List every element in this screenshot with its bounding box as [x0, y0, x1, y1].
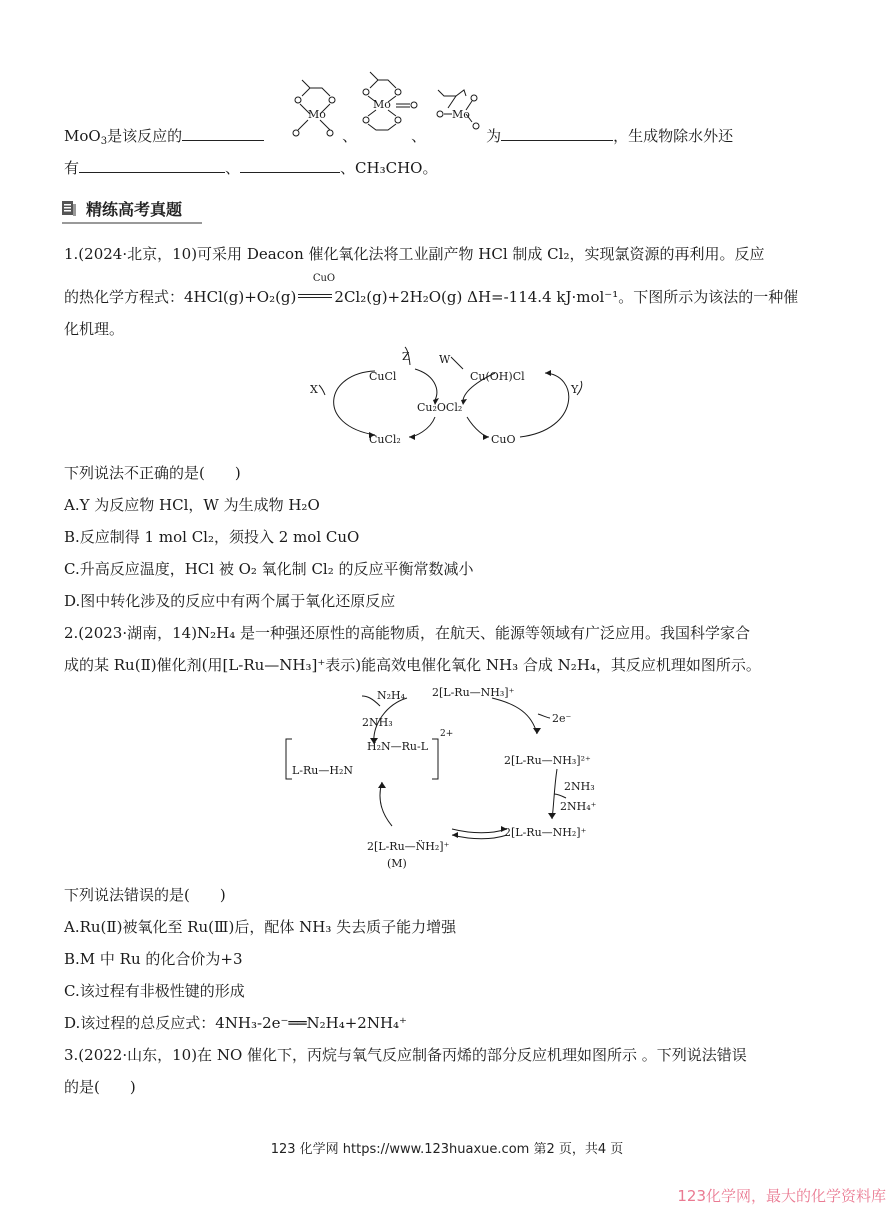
- diagram-cu2ocl2: Cu₂OCl₂: [417, 401, 463, 414]
- diagram-n2h4: N₂H₄: [377, 689, 406, 702]
- answer-blank-role[interactable]: [182, 126, 264, 141]
- wei-text: 为: [486, 127, 502, 145]
- q2-mechanism-diagram: [282, 684, 622, 870]
- diagram-y: Y: [571, 383, 579, 396]
- q2-option-a[interactable]: A.Ru(Ⅱ)被氧化至 Ru(Ⅲ)后，配体 NH₃ 失去质子能力增强: [64, 918, 457, 936]
- moo3-formula: MoO$_3$: [64, 127, 108, 147]
- section-title: 精练高考真题: [86, 200, 183, 219]
- q1-line-1: 1.(2024·北京，10)可采用 Deacon 催化氧化法将工业副产物 HCl 制成 Cl₂，实现氯资源的再利用。反应: [64, 245, 765, 263]
- q2-line-2: 成的某 Ru(Ⅱ)催化剂(用[L-Ru—NH₃]⁺表示)能高效电催化氧化 NH₃ 合成 N₂H₄，其反应机理如图所示。: [64, 656, 761, 674]
- q1-stem: 下列说法不正确的是( ): [64, 464, 241, 482]
- diagram-cuo: CuO: [491, 433, 516, 446]
- ch3cho-text: 、CH₃CHO。: [340, 159, 438, 177]
- diagram-nh4-out: 2NH₄⁺: [560, 800, 597, 813]
- svg-text:Mo: Mo: [308, 108, 326, 121]
- diagram-w: W: [439, 353, 451, 366]
- q1-line-2: [64, 286, 798, 308]
- svg-text:Mo: Mo: [452, 108, 470, 121]
- diagram-dimer-charge: 2+: [440, 729, 454, 739]
- q1-equation-right: 2Cl₂(g)+2H₂O(g) ΔH=-114.4 kJ·mol⁻¹。下图所示为该法的一种催: [334, 288, 799, 306]
- products-text: ，生成物除水外还: [613, 127, 734, 145]
- catalyst-arrow: [298, 294, 332, 298]
- diagram-right-upper: 2[L-Ru—NH₃]²⁺: [504, 754, 591, 767]
- intro-line-2: [64, 157, 437, 179]
- separator-3: 、: [225, 159, 241, 177]
- separator-1: 、: [342, 127, 358, 145]
- q1-option-d[interactable]: D.图中转化涉及的反应中有两个属于氧化还原反应: [64, 592, 396, 610]
- watermark: 123化学网，最大的化学资料库: [677, 1187, 886, 1205]
- diagram-z: Z: [402, 350, 410, 363]
- q1-option-c[interactable]: C.升高反应温度，HCl 被 O₂ 氧化制 Cl₂ 的反应平衡常数减小: [64, 560, 474, 578]
- diagram-dimer-bottom: L-Ru—H₂N: [292, 764, 354, 777]
- q2-option-c[interactable]: C.该过程有非极性键的形成: [64, 982, 245, 1000]
- diagram-cucl: CuCl: [369, 370, 397, 383]
- q1-mechanism-diagram: [305, 345, 595, 455]
- you-text: 有: [64, 159, 80, 177]
- diagram-nh3-left: 2NH₃: [362, 716, 393, 729]
- q2-line-1: 2.(2023·湖南，14)N₂H₄ 是一种强还原性的高能物质，在航天、能源等领域有广泛应用。我国科学家合: [64, 624, 751, 642]
- q3-line-1: 3.(2022·山东，10)在 NO 催化下，丙烷与氧气反应制备丙烯的部分反应机理如图所示 。下列说法错误: [64, 1046, 747, 1064]
- separator-2: 、: [411, 127, 427, 145]
- intro-line-1: [64, 125, 733, 153]
- q2-stem: 下列说法错误的是( ): [64, 886, 226, 904]
- diagram-dimer-top: H₂N—Ru-L: [367, 740, 429, 753]
- diagram-x: X: [310, 383, 318, 396]
- svg-text:Mo: Mo: [373, 98, 391, 111]
- diagram-m-label: (M): [387, 857, 407, 870]
- role-text: 是该反应的: [107, 127, 183, 145]
- diagram-bottom: 2[L-Ru—N̈H₂]⁺: [367, 840, 450, 853]
- diagram-nh3-in: 2NH₃: [564, 780, 595, 793]
- q3-line-2: 的是( ): [64, 1078, 136, 1096]
- document-icon: [62, 201, 76, 216]
- diagram-cucl2: CuCl₂: [369, 433, 401, 446]
- catalyst-label: CuO: [312, 273, 336, 284]
- q1-option-b[interactable]: B.反应制得 1 mol Cl₂，须投入 2 mol CuO: [64, 528, 360, 546]
- diagram-right-lower: 2[L-Ru—NH₂]⁺: [504, 826, 587, 839]
- diagram-top: 2[L-Ru—NH₃]⁺: [432, 686, 515, 699]
- answer-blank-product-2[interactable]: [240, 158, 340, 173]
- q2-option-d[interactable]: D.该过程的总反应式：4NH₃-2e⁻══N₂H₄+2NH₄⁺: [64, 1014, 407, 1032]
- section-header: [62, 196, 202, 224]
- diagram-cuohcl: Cu(OH)Cl: [470, 370, 525, 383]
- answer-blank-wei[interactable]: [501, 126, 613, 141]
- answer-blank-product-1[interactable]: [79, 158, 225, 173]
- diagram-e: 2e⁻: [552, 712, 572, 725]
- q2-option-b[interactable]: B.M 中 Ru 的化合价为+3: [64, 950, 243, 968]
- page-footer: 123 化学网 https://www.123huaxue.com 第2 页，共4 页: [270, 1142, 624, 1157]
- q1-equation-left: 的热化学方程式：4HCl(g)+O₂(g): [64, 288, 297, 306]
- q1-line-3: 化机理。: [64, 320, 125, 338]
- q1-option-a[interactable]: A.Y 为反应物 HCl，W 为生成物 H₂O: [64, 496, 320, 514]
